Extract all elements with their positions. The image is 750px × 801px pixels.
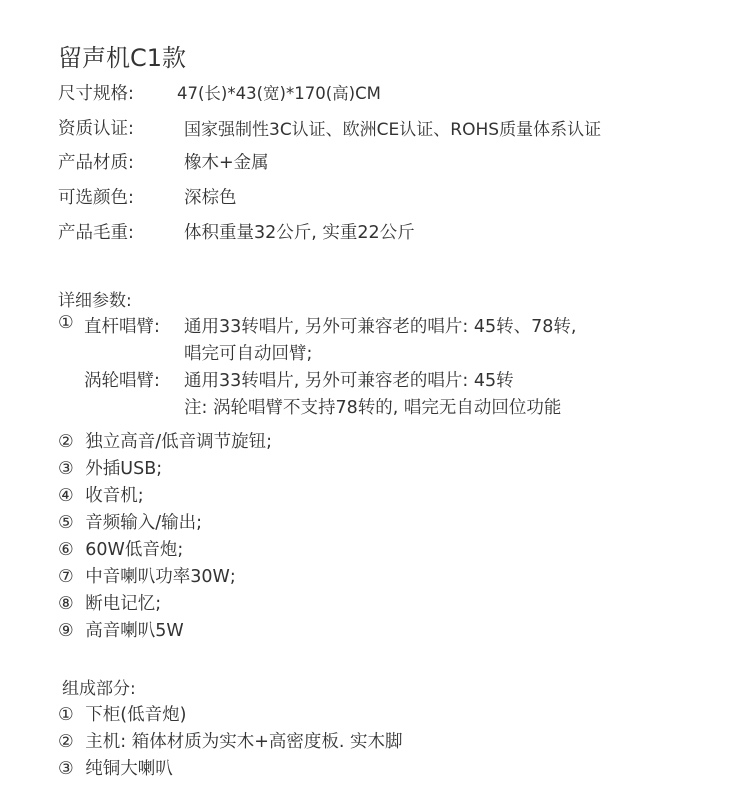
list-text: 下柜(低音炮): [85, 705, 187, 725]
list-item: [58, 482, 144, 507]
list-item: [58, 455, 162, 480]
list-marker: ③: [58, 759, 74, 779]
spec-label-certification: 资质认证:: [58, 119, 134, 139]
list-text: 独立高音/低音调节旋钮;: [85, 432, 273, 452]
spec-label-color: 可选颜色:: [58, 188, 134, 208]
list-text: 纯铜大喇叭: [85, 759, 173, 779]
spec-value-size: 47(长)*43(宽)*170(高)CM: [177, 84, 381, 103]
list-text: 断电记忆;: [85, 594, 162, 614]
product-title: 留声机C1款: [58, 44, 187, 72]
list-item: [58, 728, 403, 753]
spec-value-color: 深棕色: [184, 188, 237, 208]
spec-value-material: 橡木+金属: [184, 153, 269, 173]
turbine-arm-note: 注: 涡轮唱臂不支持78转的, 唱完无自动回位功能: [184, 398, 562, 418]
list-text: 外插USB;: [85, 459, 163, 479]
spec-label-material: 产品材质:: [58, 153, 134, 173]
list-text: 60W低音炮;: [85, 540, 184, 560]
straight-arm-line2: 唱完可自动回臂;: [184, 344, 313, 364]
spec-value-weight: 体积重量32公斤, 实重22公斤: [184, 223, 415, 243]
list-marker: ⑦: [58, 567, 74, 587]
list-item: [58, 563, 236, 588]
composition-title: 组成部分:: [62, 679, 136, 699]
list-text: 音频输入/输出;: [85, 513, 203, 533]
list-item: [58, 590, 161, 615]
spec-label-size: 尺寸规格:: [58, 84, 134, 104]
list-item: [58, 701, 186, 726]
details-title: 详细参数:: [58, 291, 132, 311]
list-marker: ⑧: [58, 594, 74, 614]
list-marker: ④: [58, 486, 74, 506]
straight-arm-label: 直杆唱臂:: [84, 317, 160, 337]
details-arm-marker: ①: [58, 313, 74, 333]
straight-arm-line1: 通用33转唱片, 另外可兼容老的唱片: 45转、78转,: [184, 317, 577, 337]
list-item: [58, 509, 202, 534]
list-marker: ②: [58, 732, 74, 752]
spec-value-certification: 国家强制性3C认证、欧洲CE认证、ROHS质量体系认证: [184, 120, 602, 140]
list-marker: ⑨: [58, 621, 74, 641]
list-marker: ②: [58, 432, 74, 452]
list-text: 主机: 箱体材质为实木+高密度板. 实木脚: [85, 732, 403, 752]
list-marker: ⑥: [58, 540, 74, 560]
turbine-arm-line1: 通用33转唱片, 另外可兼容老的唱片: 45转: [184, 371, 514, 391]
list-item: [58, 617, 184, 642]
turbine-arm-label: 涡轮唱臂:: [84, 371, 160, 391]
list-text: 中音喇叭功率30W;: [85, 567, 236, 587]
list-item: [58, 755, 173, 780]
list-item: [58, 428, 272, 453]
list-item: [58, 536, 183, 561]
list-marker: ③: [58, 459, 74, 479]
list-text: 高音喇叭5W: [85, 621, 184, 641]
list-marker: ①: [58, 705, 74, 725]
list-text: 收音机;: [85, 486, 144, 506]
list-marker: ⑤: [58, 513, 74, 533]
spec-label-weight: 产品毛重:: [58, 223, 134, 243]
